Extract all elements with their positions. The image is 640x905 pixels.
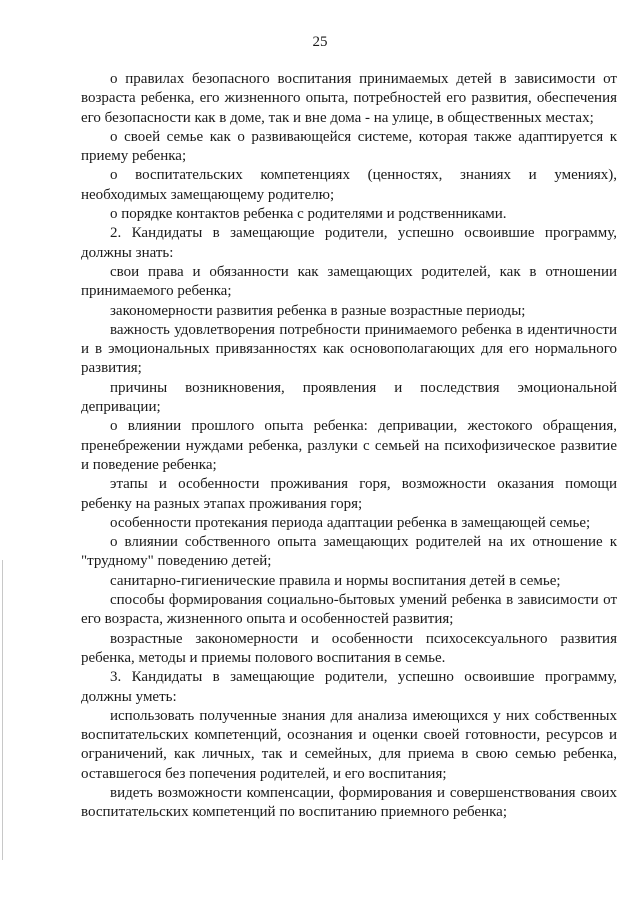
- paragraph: о правилах безопасного воспитания принимаемых детей в зависимости от возраста ребенка, его жизненного опыта, потребностей его развития, обеспечения его безопасности как в доме, так и вне дома - на улице, в общественных местах;: [81, 71, 617, 126]
- paragraph: способы формирования социально-бытовых умений ребенка в зависимости от его возраста, жизненного опыта и особенностей развития;: [81, 592, 617, 628]
- paragraph: закономерности развития ребенка в разные возрастные периоды;: [110, 302, 526, 319]
- paragraph: о порядке контактов ребенка с родителями и родственниками.: [110, 206, 507, 223]
- paragraph: о воспитательских компетенциях (ценностях, знаниях и умениях), необходимых замещающему родителю;: [81, 167, 617, 203]
- paragraph: санитарно-гигиенические правила и нормы воспитания детей в семье;: [110, 572, 561, 589]
- paragraph: особенности протекания периода адаптации ребенка в замещающей семье;: [110, 514, 591, 531]
- paragraph: о влиянии собственного опыта замещающих родителей на их отношение к "трудному" поведению детей;: [81, 534, 617, 570]
- page-number: 25: [312, 34, 328, 50]
- paragraph: важность удовлетворения потребности принимаемого ребенка в идентичности и в эмоциональных привязанностях как основополагающих для его нормального развития;: [81, 321, 617, 377]
- scan-edge-line: [2, 560, 3, 860]
- paragraph: о влиянии прошлого опыта ребенка: депривации, жестокого обращения, пренебрежении нуждами ребенка, разлуки с семьей на психофизическое развитие и поведение ребенка;: [81, 418, 617, 473]
- numbered-paragraph: 3. Кандидаты в замещающие родители, успешно освоившие программу, должны уметь:: [81, 669, 617, 705]
- paragraph: свои права и обязанности как замещающих родителей, как в отношении принимаемого ребенка;: [81, 263, 617, 300]
- paragraph: причины возникновения, проявления и последствия эмоциональной депривации;: [81, 379, 617, 416]
- paragraph: о своей семье как о развивающейся системе, которая также адаптируется к приему ребенка;: [81, 128, 617, 165]
- paragraph: видеть возможности компенсации, формирования и совершенствования своих воспитательских компетенций по воспитанию приемного ребенка;: [81, 784, 617, 821]
- paragraph: использовать полученные знания для анализа имеющихся у них собственных воспитательских компетенций, осознания и оценки своей готовности, ресурсов и ограничений, как личных, так и семейных, для приема в свою семью ребенка, оставшегося без попечения родителей, и его воспитания;: [81, 707, 617, 782]
- document-body: [81, 70, 617, 823]
- paragraph: этапы и особенности проживания горя, возможности оказания помощи ребенку на разных этапах проживания горя;: [81, 476, 617, 512]
- paragraph: возрастные закономерности и особенности психосексуального развития ребенка, методы и приемы полового воспитания в семье.: [81, 630, 617, 666]
- numbered-paragraph: 2. Кандидаты в замещающие родители, успешно освоившие программу, должны знать:: [81, 225, 617, 261]
